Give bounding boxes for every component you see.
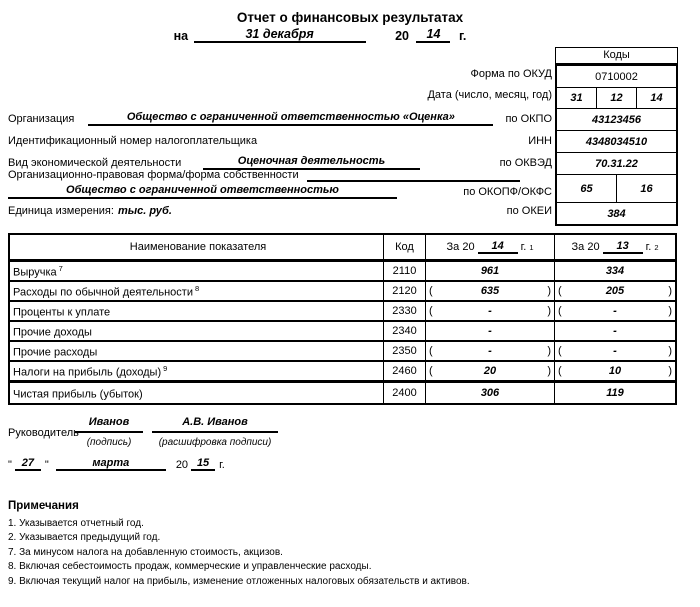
okpo-code-cell: 43123456 xyxy=(557,108,676,130)
orgform-value: Общество с ограниченной ответственностью xyxy=(8,183,397,199)
okei-label: по ОКЕИ xyxy=(506,205,552,217)
col-code-header: Код xyxy=(383,235,426,259)
okfs-cell: 16 xyxy=(616,175,676,202)
orgform-value-row xyxy=(8,182,552,199)
okved-code-cell: 70.31.22 xyxy=(557,152,676,174)
okei-code-cell: 384 xyxy=(557,202,676,224)
day-value: 27 xyxy=(15,457,41,471)
col-period1-header: За 20 14 г. 1 xyxy=(426,235,555,259)
table-row: Прочие расходы 2350 ( - ) ( - ) xyxy=(10,340,675,360)
organization-value: Общество с ограниченной ответственностью «Оценка» xyxy=(88,110,493,126)
month-value: марта xyxy=(56,457,166,471)
col-period2-header: За 20 13 г. 2 xyxy=(571,240,659,253)
table-row: Прочие доходы 2340 - - xyxy=(10,320,675,340)
sig-year-suffix: г. xyxy=(219,459,225,471)
activity-value: Оценочная деятельность xyxy=(203,154,419,170)
okopf-cell: 65 xyxy=(580,182,593,195)
okopf-okfs-row xyxy=(557,174,676,202)
notes-heading: Примечания xyxy=(8,500,79,512)
note-item: 7. За минусом налога на добавленную стоимость, акцизов. xyxy=(8,546,283,558)
report-date-line xyxy=(0,27,640,43)
signatory-role-label: Руководитель xyxy=(8,427,79,439)
inn-code-cell: 4348034510 xyxy=(557,130,676,152)
organization-row xyxy=(8,106,552,126)
date-label: Дата (число, месяц, год) xyxy=(427,89,552,101)
open-quote: " xyxy=(8,459,12,471)
note-item: 1. Указывается отчетный год. xyxy=(8,518,144,529)
okopf-label: по ОКОПФ/ОКФС xyxy=(463,186,552,198)
inn-right-label: ИНН xyxy=(528,135,552,147)
sig-year-value: 15 xyxy=(191,457,215,471)
okud-code-cell: 0710002 xyxy=(595,70,638,83)
unit-label: Единица измерения: xyxy=(8,205,114,217)
year-prefix: 20 xyxy=(395,29,409,43)
indicators-table xyxy=(8,233,677,405)
note-item: 9. Включая текущий налог на прибыль, изменение отложенных налоговых обязательств и активов. xyxy=(8,575,470,587)
table-row: Выручка $^7$ 2110 961 334 xyxy=(13,263,625,279)
note-item: 2. Указывается предыдущий год. xyxy=(8,532,161,544)
page-title: Отчет о финансовых результатах xyxy=(236,10,464,25)
year-suffix: г. xyxy=(458,29,467,43)
notes-list xyxy=(8,517,470,589)
report-year-value: 14 xyxy=(416,27,450,43)
codes-table xyxy=(555,64,678,226)
date-month-cell: 12 xyxy=(596,88,636,108)
okpo-label: по ОКПО xyxy=(505,113,552,125)
inn-row xyxy=(8,128,552,148)
organization-label: Организация xyxy=(8,113,75,125)
period2-year: 13 xyxy=(603,240,643,254)
col-name-header: Наименование показателя xyxy=(129,241,267,253)
okud-label: Форма по ОКУД xyxy=(470,68,552,80)
date-day-cell: 31 xyxy=(570,92,583,104)
note-item: 8. Включая себестоимость продаж, коммерческие и управленческие расходы. xyxy=(8,561,372,573)
signature-name-value: А.В. Иванов xyxy=(152,414,278,433)
signature-caption: (подпись) xyxy=(86,437,132,448)
unit-value: тыс. руб. xyxy=(117,205,172,217)
sig-year-prefix: 20 xyxy=(175,459,189,471)
date-year-cell: 14 xyxy=(636,88,676,108)
codes-box xyxy=(555,47,678,226)
inn-label: Идентификационный номер налогоплательщика xyxy=(8,135,258,147)
activity-label: Вид экономической деятельности xyxy=(8,157,182,169)
codes-header: Коды xyxy=(555,47,678,64)
table-header-row xyxy=(10,235,675,262)
table-row: Расходы по обычной деятельности $^8$ 2120 ( 635 ) ( 205 ) xyxy=(10,280,675,300)
signature-value: Иванов xyxy=(75,414,143,433)
period1-year: 14 xyxy=(478,240,518,254)
table-row: Чистая прибыль (убыток) 2400 306 119 xyxy=(10,380,675,403)
orgform-label-row xyxy=(8,167,552,182)
orgform-label: Организационно-правовая форма/форма собственности xyxy=(8,169,299,181)
period1-footnote: 1 xyxy=(529,242,534,252)
date-code-row xyxy=(557,87,676,108)
period2-footnote: 2 xyxy=(654,242,659,252)
close-quote: " xyxy=(44,459,49,471)
signature-name-caption: (расшифровка подписи) xyxy=(158,437,272,448)
table-row: Налоги на прибыль (доходы) $^9$ 2460 ( 20 ) ( 10 ) xyxy=(10,360,675,380)
table-row: Проценты к уплате 2330 ( - ) ( - ) xyxy=(10,300,675,320)
date-prefix: на xyxy=(173,29,189,43)
report-date-value: 31 декабря xyxy=(194,27,366,43)
unit-row xyxy=(8,202,552,218)
signature-date-line xyxy=(8,455,225,471)
okved-label: по ОКВЭД xyxy=(499,157,552,169)
